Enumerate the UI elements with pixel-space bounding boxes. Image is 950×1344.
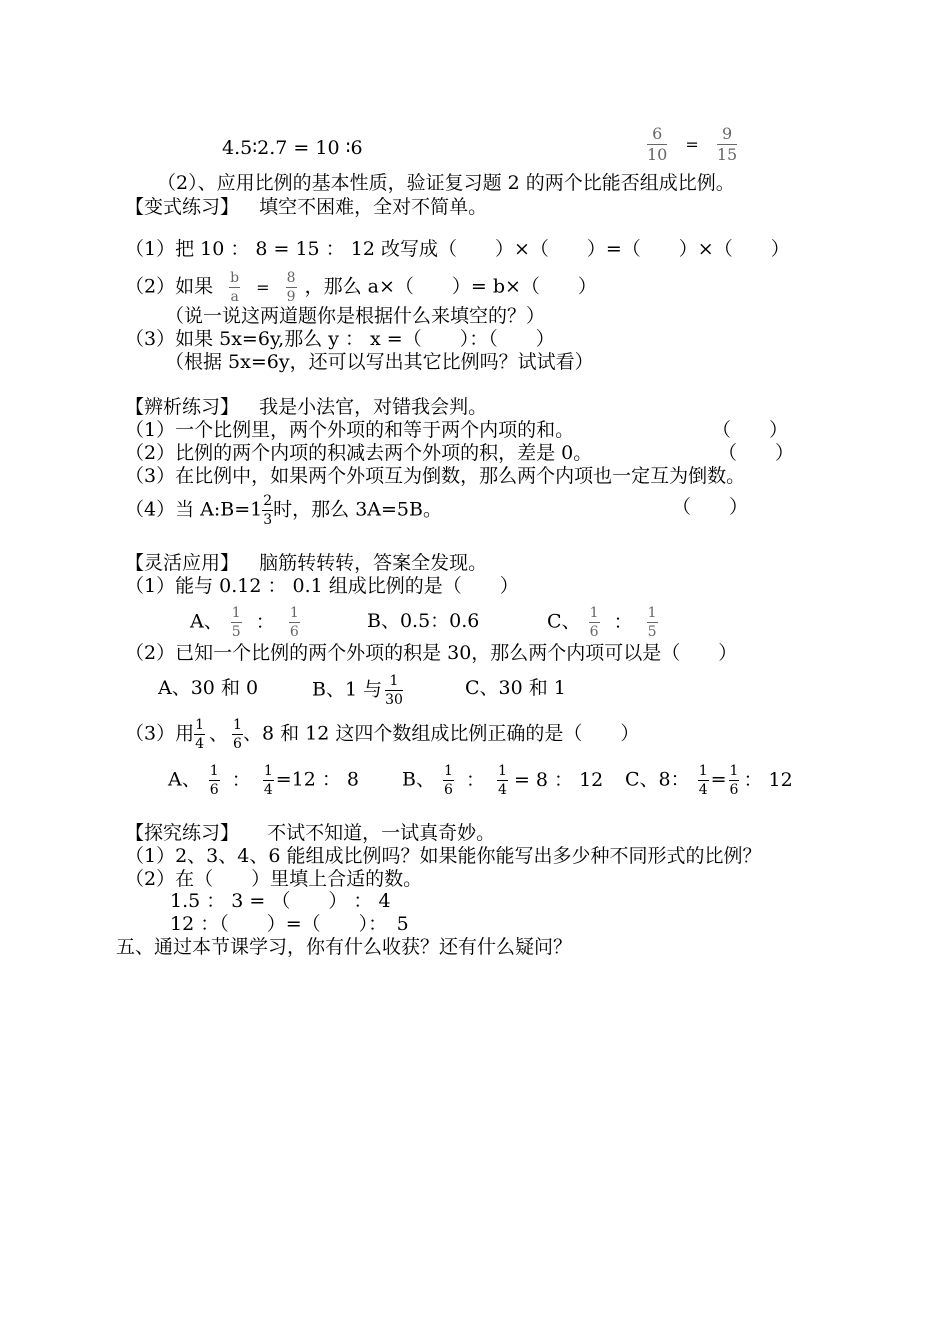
judge-question-1: （1）一个比例里，两个外项的和等于两个内项的和。 (125, 419, 575, 441)
apply-question-1-option-c: C、 $\frac{1}{6}$ ： $\frac{1}{5}$ (547, 605, 657, 640)
apply-question-3-option-a: A、 $\frac{1}{6}$ ： $\frac{1}{4}$ =12 ： 8 (168, 763, 359, 798)
variant-question-1: （1）把 10 ： 8 = 15 ： 12 改写成（ ）×（ ）=（ ）×（ ） (125, 238, 790, 260)
fraction: $\frac{1}{5}$ (647, 605, 657, 640)
review-line-ratio (222, 137, 363, 159)
fraction: $\frac{1}{5}$ (231, 605, 241, 640)
fraction: $\frac{1}{6}$ (289, 605, 299, 640)
section-heading: 【辨析练习】 (125, 396, 240, 418)
section-slogan: 不试不知道，一试真奇妙。 (267, 822, 496, 844)
apply-question-2-option-b: B、1 与 $\frac{1}{30}$ (312, 673, 403, 708)
explore-question-2-line-2: 12 ：（ ）=（ ）： 5 (170, 913, 409, 935)
variant-heading-line (125, 196, 487, 218)
fraction: $\frac{1}{6}$ (444, 763, 453, 798)
apply-question-3-option-c: C、8： $\frac{1}{4}$ = $\frac{1}{6}$ ： 12 (625, 763, 793, 798)
apply-question-3-option-b: B、 $\frac{1}{6}$ ： $\frac{1}{4}$ = 8 ： 12 (402, 763, 604, 798)
apply-heading-line (125, 552, 487, 574)
variant-question-3: （3）如果 5x=6y,那么 y ： x =（ ）：（ ） (125, 328, 555, 350)
fraction: $\frac{1}{30}$ (385, 673, 403, 708)
review-question-2: （2）、应用比例的基本性质，验证复习题 2 的两个比能否组成比例。 (157, 172, 735, 194)
ratio-text: 4.5∶2.7 = 10 ∶6 (222, 137, 363, 159)
apply-question-2: （2）已知一个比例的两个外项的积是 30，那么两个内项可以是（ ） (125, 642, 738, 664)
variant-question-2: （2）如果 $\frac{b}{a}$ = $\frac{8}{9}$ ，那么 a×（ ）= b×（ ） (125, 270, 597, 305)
fraction: $\frac{1}{6}$ (209, 763, 219, 798)
explore-question-2-line-1: 1.5 ： 3 = （ ） ： 4 (170, 890, 391, 912)
fraction: $\frac{1}{4}$ (263, 763, 273, 798)
explore-question-2: （2）在（ ）里填上合适的数。 (125, 868, 423, 890)
judge-heading-line (125, 396, 487, 418)
judge-question-2: （2）比例的两个内项的积减去两个外项的积，差是 0。 (125, 442, 593, 464)
apply-question-1-option-a: A、 $\frac{1}{5}$ ： $\frac{1}{6}$ (190, 605, 299, 640)
fraction: $\frac{1}{4}$ (698, 763, 708, 798)
apply-question-2-option-c: C、30 和 1 (465, 677, 566, 699)
judge-answer-4: （ ） (672, 496, 749, 518)
fraction: $\frac{1}{4}$ (498, 763, 507, 798)
apply-question-3: （3）用 $\frac{1}{4}$ 、 $\frac{1}{6}$ 、8 和 12 这四个数组成比例正确的是（ ） (125, 717, 640, 752)
variant-question-2-note: （说一说这两道题你是根据什么来填空的？） (165, 305, 546, 327)
fraction: $\frac{1}{6}$ (729, 763, 739, 798)
summary-question: 五、通过本节课学习，你有什么收获？还有什么疑问？ (116, 936, 573, 958)
fraction: $\frac{1}{4}$ (195, 717, 205, 752)
section-slogan: 我是小法官，对错我会判。 (259, 396, 488, 418)
fraction: $\frac{1}{6}$ (233, 717, 242, 752)
fraction: $\frac{1}{6}$ (589, 605, 599, 640)
judge-question-3: （3）在比例中，如果两个外项互为倒数，那么两个内项也一定互为倒数。 (125, 465, 746, 487)
explore-heading-line (125, 822, 495, 844)
apply-question-2-option-a: A、30 和 0 (158, 677, 259, 699)
fraction: $\frac{2}{3}$ (263, 493, 273, 528)
explore-question-1: （1）2、3、4、6 能组成比例吗？如果能你能写出多少种不同形式的比例？ (125, 845, 762, 867)
fraction: $\frac{8}{9}$ (286, 270, 296, 305)
judge-answer-2: （ ） (718, 442, 795, 464)
section-slogan: 脑筋转转转，答案全发现。 (259, 552, 488, 574)
review-fraction-equation: $\frac{6}{10}$ = $\frac{9}{15}$ (647, 124, 738, 164)
variant-question-3-note: （根据 5x=6y，还可以写出其它比例吗？试试看） (165, 351, 594, 373)
section-heading: 【灵活应用】 (125, 552, 240, 574)
apply-question-1: （1）能与 0.12 ： 0.1 组成比例的是（ ） (125, 575, 519, 597)
judge-question-4: （4）当 A:B=1 $\frac{2}{3}$ 时，那么 3A=5B。 (125, 493, 442, 528)
section-slogan: 填空不困难，全对不简单。 (259, 196, 488, 218)
fraction: $\frac{b}{a}$ (230, 270, 240, 305)
apply-question-1-option-b: B、0.5：0.6 (367, 610, 480, 632)
section-heading: 【变式练习】 (125, 196, 240, 218)
section-heading: 【探究练习】 (125, 822, 240, 844)
judge-answer-1: （ ） (712, 419, 789, 441)
fraction: $\frac{6}{10}$ (647, 124, 668, 164)
fraction: $\frac{9}{15}$ (716, 124, 738, 164)
